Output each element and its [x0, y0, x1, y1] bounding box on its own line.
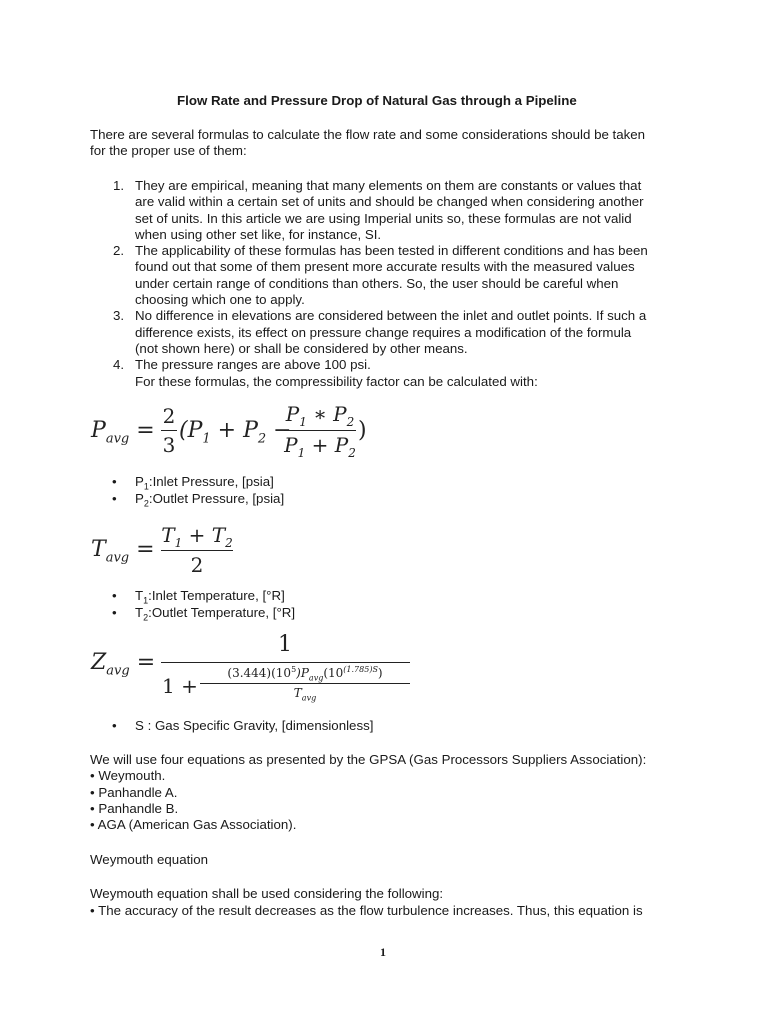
eq-term: )P — [296, 666, 309, 680]
eq-sub: 2 — [257, 431, 267, 447]
eq-term: (3.444)(10 — [227, 666, 292, 680]
method-item: • Weymouth. — [90, 768, 166, 783]
eq-sub: 1 — [299, 415, 307, 429]
bullet-dot: • — [112, 718, 117, 733]
eq-lhs-sub: avg — [105, 550, 130, 566]
list-item-text: found out that some of them present more accurate results with the measured values — [135, 259, 635, 275]
eq-sub: avg — [308, 673, 324, 683]
list-item-text: when using other set like, for instance, SI. — [135, 226, 382, 242]
eq-term: ∗ P — [306, 402, 347, 426]
eq-sup: 5 — [291, 665, 297, 674]
eq-term: + P — [305, 433, 349, 457]
intro-paragraph-line: There are several formulas to calculate the flow rate and some considerations should be taken — [90, 127, 646, 142]
section-heading: Weymouth equation — [90, 852, 209, 867]
eq-inner-den — [198, 685, 412, 706]
bullet-symbol: T — [135, 605, 144, 620]
body-paragraph: We will use four equations as presented by the GPSA (Gas Processors Suppliers Association): — [90, 752, 647, 767]
bullet-sub: 1 — [143, 481, 149, 492]
method-item: • AGA (American Gas Association). — [90, 817, 297, 832]
bullet-symbol: P — [135, 474, 144, 489]
bullet-dot: • — [112, 605, 117, 620]
eq-den: 2 — [190, 553, 204, 577]
eq-equals: = — [136, 418, 155, 443]
list-item-number: 1. — [113, 178, 125, 193]
list-item — [112, 491, 285, 512]
eq-num: 1 — [278, 632, 292, 657]
list-item — [90, 308, 690, 357]
eq-term: P — [284, 433, 298, 457]
eq-term: + P — [210, 418, 258, 443]
eq-sub: avg — [301, 693, 317, 703]
list-item-number: 3. — [113, 308, 125, 324]
list-item-text: under certain range of conditions than others. So, the user should be careful when — [135, 275, 619, 291]
eq-coef-den: 3 — [162, 433, 176, 457]
list-item-number: 4. — [113, 357, 125, 373]
bullet-symbol: T — [135, 588, 144, 603]
eq-term: (P — [179, 418, 203, 443]
eq-frac-bar — [200, 683, 410, 684]
eq-coef-num: 2 — [162, 404, 176, 428]
eq-frac-bar — [284, 430, 356, 431]
eq-inner-num — [283, 403, 357, 433]
bullet-text: S : Gas Specific Gravity, [dimensionless] — [135, 718, 374, 733]
eq-term: T — [161, 523, 175, 547]
list-item-text: are valid within a certain set of units and should be changed when considering another — [135, 194, 644, 210]
eq-sub: 2 — [346, 415, 355, 429]
list-item-text: The applicability of these formulas has been tested in different conditions and has been — [135, 243, 648, 259]
eq-lhs: T — [91, 537, 106, 562]
eq-equals: = — [136, 650, 156, 675]
method-item: • Panhandle A. — [90, 785, 178, 800]
list-item-text: The pressure ranges are above 100 psi. — [135, 357, 371, 373]
eq-lhs: P — [91, 418, 106, 443]
eq-sub: 1 — [202, 431, 211, 447]
method-item: • Panhandle B. — [90, 801, 179, 816]
list-item-text: (not shown here) or shall be considered by other means. — [135, 340, 468, 356]
bullet-dot: • — [112, 474, 117, 489]
eq-sub: 1 — [174, 536, 183, 550]
bullet-symbol: P — [135, 491, 144, 506]
eq-frac-bar — [161, 550, 233, 551]
list-item-text: set of units. In this article we are using Imperial units so, these formulas are not valid — [135, 210, 632, 226]
list-item-text: No difference in elevations are considered between the inlet and outlet points. If such a — [135, 308, 647, 324]
bullet-text: :Outlet Temperature, [°R] — [148, 605, 296, 620]
eq-sub: 1 — [297, 446, 306, 460]
list-item-text: For these formulas, the compressibility factor can be calculated with: — [135, 373, 538, 389]
bullet-dot: • — [112, 491, 117, 506]
list-item-number: 2. — [113, 243, 125, 259]
eq-inner-den — [283, 434, 357, 464]
body-paragraph: Weymouth equation shall be used considering the following: — [90, 886, 444, 901]
eq-frac-bar — [161, 430, 177, 431]
eq-term: − — [266, 418, 292, 443]
eq-sub: 2 — [225, 536, 233, 550]
eq-term: 1 + — [162, 674, 198, 698]
bullet-text: :Outlet Pressure, [psia] — [148, 491, 285, 506]
intro-paragraph-line: for the proper use of them: — [90, 143, 247, 158]
eq-term: P — [285, 402, 300, 426]
eq-equals: = — [136, 537, 155, 562]
eq-term: + T — [182, 523, 226, 547]
list-item — [90, 357, 690, 390]
list-item-text: difference exists, its effect on pressure change requires a modification of the formula — [135, 324, 632, 340]
list-item — [112, 605, 296, 626]
list-item-text: They are empirical, meaning that many elements on them are constants or values that — [135, 178, 642, 193]
bullet-sub: 1 — [143, 595, 149, 606]
bullet-text: :Inlet Pressure, [psia] — [148, 474, 274, 489]
list-item — [90, 243, 690, 308]
eq-term: ) — [377, 666, 383, 680]
document-title: Flow Rate and Pressure Drop of Natural Gas through a Pipeline — [177, 93, 577, 108]
eq-term: ) — [358, 418, 367, 443]
list-item-text: choosing which one to apply. — [135, 292, 305, 308]
eq-lhs-sub: avg — [105, 431, 130, 447]
eq-term: (10 — [323, 666, 344, 680]
list-item — [90, 178, 690, 243]
body-paragraph: • The accuracy of the result decreases as the flow turbulence increases. Thus, this equation is — [90, 903, 643, 918]
bullet-sub: 2 — [143, 498, 149, 509]
considerations-list — [90, 178, 690, 390]
eq-sup: (1.785)S — [343, 665, 378, 674]
eq-sub: 2 — [348, 446, 356, 460]
eq-lhs: Z — [91, 650, 107, 675]
bullet-sub: 2 — [143, 612, 149, 623]
eq-term: T — [293, 686, 302, 700]
list-item — [112, 718, 374, 734]
bullet-dot: • — [112, 588, 117, 603]
page-number: 1 — [380, 945, 386, 959]
eq-lhs-sub: avg — [106, 663, 130, 679]
bullet-text: :Inlet Temperature, [°R] — [148, 588, 285, 603]
